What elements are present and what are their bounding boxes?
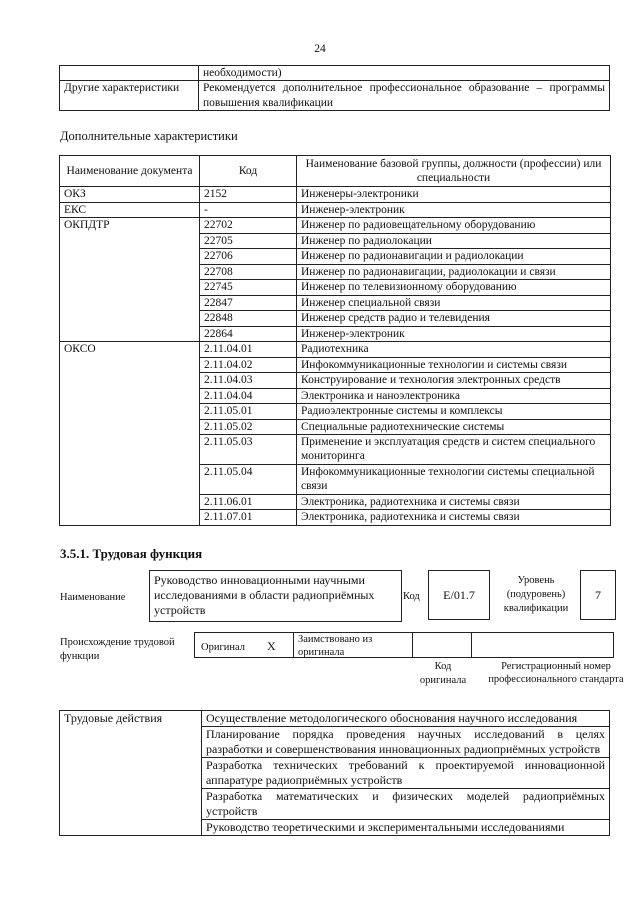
code-cell: 2.11.07.01: [200, 510, 297, 526]
code-cell: 2.11.04.01: [200, 342, 297, 358]
code-cell: 22702: [200, 218, 297, 234]
labor-action-item: Разработка математических и физических моделей радиоприёмных устройств: [202, 789, 610, 820]
labor-action-row: [60, 711, 610, 727]
document-cell: ОКПДТР: [60, 218, 200, 342]
code-label: Код: [403, 591, 420, 602]
origin-label: Происхождение трудовой функции: [60, 637, 175, 662]
code-cell: 22708: [200, 264, 297, 280]
specialty-cell: Электроника, радиотехника и системы связи: [297, 494, 611, 510]
labor-action-item: Руководство теоретическими и экспериментальными исследованиями: [202, 820, 610, 836]
cell-text: необходимости): [199, 66, 610, 81]
code-cell: 2152: [200, 187, 297, 203]
row-text: Рекомендуется дополнительное профессиональное образование – программы повышения квалификации: [199, 81, 610, 111]
document-cell: ОКЗ: [60, 187, 200, 203]
table-row: [60, 342, 611, 358]
additional-characteristics-title: Дополнительные характеристики: [60, 129, 238, 143]
original-code-cell: [412, 632, 472, 658]
labor-action-item: Планирование порядка проведения научных исследований в целях разработки и совершенствования инновационных радиоприёмных устройств: [202, 727, 610, 758]
specialty-cell: Конструирование и технология электронных средств: [297, 373, 611, 389]
borrowed-cell: Заимствовано из оригинала: [293, 632, 413, 658]
header-cell: Наименование документа: [60, 156, 200, 187]
specialty-cell: Инженеры-электроники: [297, 187, 611, 203]
specialty-cell: Специальные радиотехнические системы: [297, 419, 611, 435]
row-label: Другие характеристики: [60, 81, 199, 111]
code-cell: 22705: [200, 233, 297, 249]
original-label: Оригинал: [201, 642, 245, 653]
section-title: 3.5.1. Трудовая функция: [60, 546, 203, 561]
code-cell: 2.11.05.01: [200, 404, 297, 420]
original-code-label: Код оригинала: [419, 661, 467, 686]
level-label: Уровень (подуровень) квалификации: [503, 575, 569, 615]
other-characteristics-table: [59, 65, 610, 111]
name-label: Наименование: [60, 592, 126, 603]
specialty-cell: Радиоэлектронные системы и комплексы: [297, 404, 611, 420]
specialty-cell: Инженер по радионавигации и радиолокации: [297, 249, 611, 265]
specialty-cell: Электроника, радиотехника и системы связи: [297, 510, 611, 526]
original-mark: X: [267, 639, 276, 653]
document-cell: ОКСО: [60, 342, 200, 526]
code-cell: 22847: [200, 295, 297, 311]
specialty-cell: Инженер по телевизионному оборудованию: [297, 280, 611, 296]
specialty-cell: Инженер по радиолокации: [297, 233, 611, 249]
specialty-cell: Инженер-электроник: [297, 326, 611, 342]
specialty-cell: Электроника и наноэлектроника: [297, 388, 611, 404]
code-cell: 2.11.04.02: [200, 357, 297, 373]
header-cell: Код: [200, 156, 297, 187]
code-cell: 22848: [200, 311, 297, 327]
table-header-row: [60, 156, 611, 187]
specialty-cell: Инженер средств радио и телевидения: [297, 311, 611, 327]
specialty-cell: Инженер специальной связи: [297, 295, 611, 311]
code-cell: 22706: [200, 249, 297, 265]
code-cell: 2.11.05.04: [200, 464, 297, 494]
labor-actions-table: [59, 710, 610, 836]
specialty-cell: Инженер-электроник: [297, 202, 611, 218]
specialty-cell: Применение и эксплуатация средств и систем специального мониторинга: [297, 435, 611, 465]
code-cell: 2.11.04.04: [200, 388, 297, 404]
classifiers-table: [59, 155, 611, 526]
cell-empty: [60, 66, 199, 81]
labor-actions-label: Трудовые действия: [60, 711, 202, 836]
code-cell: 2.11.04.03: [200, 373, 297, 389]
table-row: [60, 187, 611, 203]
labor-action-item: Разработка технических требований к проектируемой инновационной аппаратуре радиоприёмных устройств: [202, 758, 610, 789]
level-value-box: 7: [580, 570, 616, 620]
code-cell: 2.11.05.02: [200, 419, 297, 435]
specialty-cell: Инфокоммуникационные технологии и системы связи: [297, 357, 611, 373]
table-row: [60, 218, 611, 234]
code-value-box: E/01.7: [428, 570, 490, 620]
code-cell: -: [200, 202, 297, 218]
original-cell: [194, 632, 294, 658]
specialty-cell: Инженер по радиовещательному оборудованию: [297, 218, 611, 234]
code-cell: 2.11.05.03: [200, 435, 297, 465]
reg-number-cell: [471, 632, 614, 658]
code-cell: 2.11.06.01: [200, 494, 297, 510]
specialty-cell: Радиотехника: [297, 342, 611, 358]
table-row: [60, 202, 611, 218]
reg-number-label: Регистрационный номер профессионального стандарта: [488, 661, 624, 686]
page-number: 24: [314, 43, 326, 55]
header-cell: Наименование базовой группы, должности (профессии) или специальности: [297, 156, 611, 187]
specialty-cell: Инфокоммуникационные технологии системы специальной связи: [297, 464, 611, 494]
function-name-box: Руководство инновационными научными исследованиями в области радиоприёмных устройств: [149, 570, 402, 622]
labor-action-item: Осуществление методологического обоснования научного исследования: [202, 711, 610, 727]
specialty-cell: Инженер по радионавигации, радиолокации и связи: [297, 264, 611, 280]
document-cell: ЕКС: [60, 202, 200, 218]
code-cell: 22745: [200, 280, 297, 296]
code-cell: 22864: [200, 326, 297, 342]
